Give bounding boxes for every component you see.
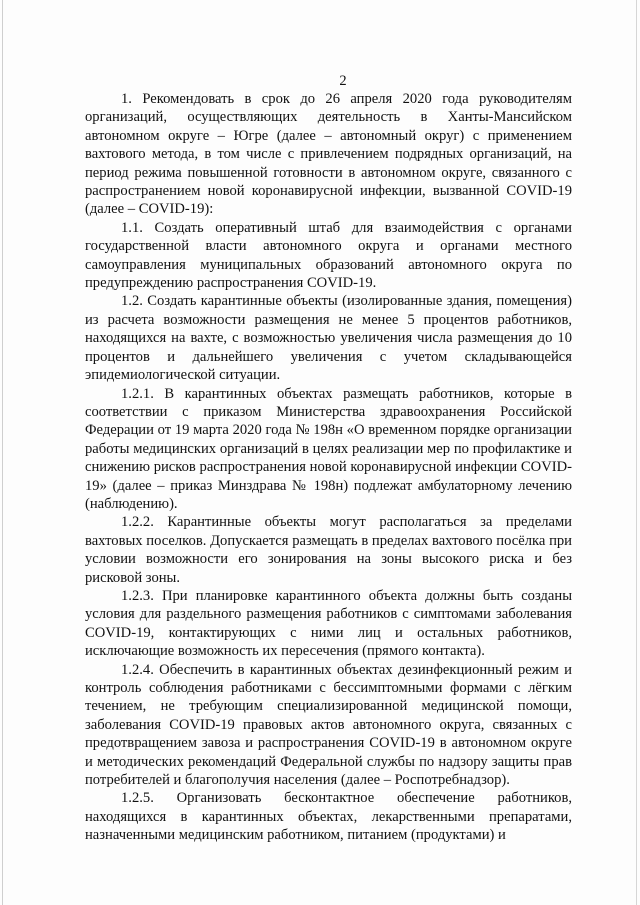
page-number: 2 bbox=[339, 73, 347, 89]
page-edge-right bbox=[636, 0, 637, 905]
paragraph-1-2-5: 1.2.5. Организовать бесконтактное обеспечение работников, находящихся в карантинных объектах, лекарственными препаратами, назначенными медицинским работником, питанием (продуктами) и bbox=[85, 790, 572, 844]
paragraph-1-2-4: 1.2.4. Обеспечить в карантинных объектах дезинфекционный режим и контроль соблюдения работниками с бессимптомными формами с лёгким течением, не требующим специализированной медицинской помощи, заболевания COVID-19 правовых актов автономного округа, связанных с предотвращением завоза и распространения COVID-19 в автономном округе и методических рекомендаций Федеральной службы по надзору защиты прав потребителей и благополучия населения (далее – Роспотребнадзор). bbox=[85, 661, 572, 789]
paragraph-1-2-2: 1.2.2. Карантинные объекты могут располагаться за пределами вахтовых поселков. Допускается размещать в пределах вахтового посёлка при условии возможности его зонирования на зоны высокого риска и без рисковой зоны. bbox=[85, 514, 572, 586]
paragraph-1-1: 1.1. Создать оперативный штаб для взаимодействия с органами государственной власти автономного округа и органами местного самоуправления муниципальных образований автономного округа по предупреждению распространения COVID-19. bbox=[85, 219, 572, 292]
paragraph-1-2: 1.2. Создать карантинные объекты (изолированные здания, помещения) из расчета возможности размещения не менее 5 процентов работников, находящихся на вахте, с возможностью увеличения числа размещения до 10 процентов и дальнейшего увеличения с учетом складывающейся эпидемиологической ситуации. bbox=[85, 293, 572, 384]
paragraph-1-2-1: 1.2.1. В карантинных объектах размещать работников, которые в соответствии с приказом Министерства здравоохранения Российской Федерации от 19 марта 2020 года № 198н «О временном порядке организации работы медицинских организаций в целях реализации мер по профилактике и снижению рисков распространения новой коронавирусной инфекции COVID-19» (далее – приказ Минздрава № 198н) подлежат амбулаторному лечению (наблюдению). bbox=[85, 385, 572, 512]
page-edge-left bbox=[2, 0, 3, 905]
document-body bbox=[85, 90, 572, 845]
paragraph-1: 1. Рекомендовать в срок до 26 апреля 2020 года руководителям организаций, осуществляющих деятельность в Ханты-Мансийском автономном округе – Югре (далее – автономный округ) с применением вахтового метода, в том числе с привлечением подрядных организаций, на период режима повышенной готовности в автономном округе, связанного с распространением новой коронавирусной инфекции, вызванной COVID-19 (далее – COVID-19): bbox=[85, 91, 572, 218]
paragraph-1-2-3: 1.2.3. При планировке карантинного объекта должны быть созданы условия для раздельного размещения работников с симптомами заболевания COVID-19, контактирующих с ними лиц и остальных работников, исключающие возможность их пересечения (прямого контакта). bbox=[85, 587, 572, 660]
